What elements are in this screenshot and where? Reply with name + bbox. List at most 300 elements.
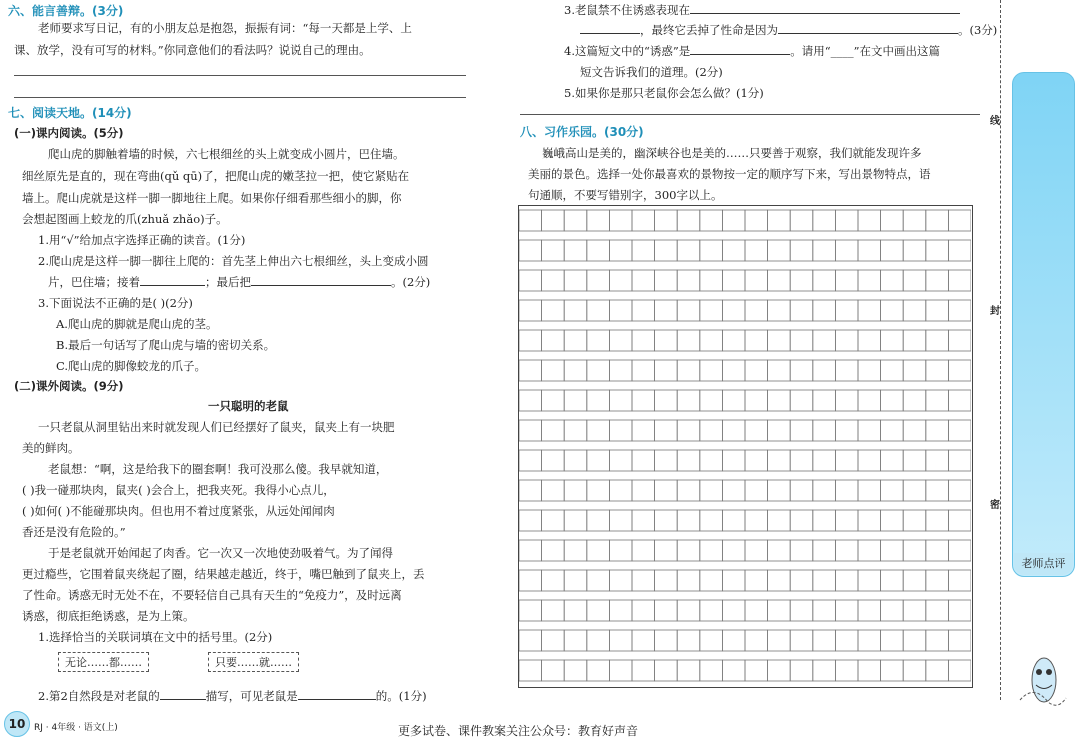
- answer-blank[interactable]: [690, 2, 960, 14]
- grid-cell[interactable]: [926, 240, 949, 261]
- grid-cell[interactable]: [519, 330, 542, 351]
- grid-cell[interactable]: [587, 540, 610, 561]
- grid-cell[interactable]: [835, 300, 858, 321]
- grid-cell[interactable]: [881, 300, 904, 321]
- grid-cell[interactable]: [542, 450, 565, 471]
- grid-cell[interactable]: [722, 240, 745, 261]
- grid-cell[interactable]: [542, 270, 565, 291]
- grid-cell[interactable]: [542, 480, 565, 501]
- grid-cell[interactable]: [926, 270, 949, 291]
- grid-cell[interactable]: [609, 210, 632, 231]
- grid-cell[interactable]: [677, 510, 700, 531]
- grid-cell[interactable]: [768, 390, 791, 411]
- grid-cell[interactable]: [609, 450, 632, 471]
- grid-cell[interactable]: [677, 240, 700, 261]
- grid-cell[interactable]: [903, 660, 926, 681]
- grid-cell[interactable]: [542, 660, 565, 681]
- grid-cell[interactable]: [926, 630, 949, 651]
- grid-cell[interactable]: [745, 240, 768, 261]
- grid-cell[interactable]: [609, 420, 632, 441]
- grid-cell[interactable]: [655, 270, 678, 291]
- grid-cell[interactable]: [655, 420, 678, 441]
- grid-cell[interactable]: [790, 390, 813, 411]
- grid-cell[interactable]: [835, 480, 858, 501]
- grid-cell[interactable]: [609, 270, 632, 291]
- grid-cell[interactable]: [655, 330, 678, 351]
- grid-cell[interactable]: [858, 540, 881, 561]
- grid-cell[interactable]: [858, 330, 881, 351]
- grid-cell[interactable]: [542, 630, 565, 651]
- grid-cell[interactable]: [609, 660, 632, 681]
- grid-cell[interactable]: [700, 480, 723, 501]
- grid-cell[interactable]: [813, 480, 836, 501]
- grid-cell[interactable]: [790, 300, 813, 321]
- grid-cell[interactable]: [745, 270, 768, 291]
- grid-cell[interactable]: [587, 330, 610, 351]
- grid-cell[interactable]: [745, 660, 768, 681]
- grid-cell[interactable]: [903, 450, 926, 471]
- grid-cell[interactable]: [632, 660, 655, 681]
- grid-cell[interactable]: [926, 450, 949, 471]
- grid-cell[interactable]: [745, 630, 768, 651]
- grid-cell[interactable]: [948, 330, 971, 351]
- grid-cell[interactable]: [542, 570, 565, 591]
- grid-cell[interactable]: [903, 540, 926, 561]
- grid-cell[interactable]: [587, 420, 610, 441]
- grid-cell[interactable]: [903, 600, 926, 621]
- grid-cell[interactable]: [519, 240, 542, 261]
- grid-cell[interactable]: [881, 420, 904, 441]
- grid-cell[interactable]: [542, 420, 565, 441]
- grid-cell[interactable]: [813, 600, 836, 621]
- grid-cell[interactable]: [881, 360, 904, 381]
- grid-cell[interactable]: [609, 600, 632, 621]
- grid-cell[interactable]: [677, 360, 700, 381]
- answer-blank[interactable]: [298, 688, 376, 700]
- grid-cell[interactable]: [632, 540, 655, 561]
- answer-line[interactable]: [14, 75, 466, 76]
- grid-cell[interactable]: [632, 570, 655, 591]
- grid-cell[interactable]: [677, 210, 700, 231]
- grid-cell[interactable]: [519, 540, 542, 561]
- grid-cell[interactable]: [677, 480, 700, 501]
- grid-cell[interactable]: [790, 270, 813, 291]
- grid-cell[interactable]: [655, 300, 678, 321]
- grid-cell[interactable]: [609, 570, 632, 591]
- grid-cell[interactable]: [835, 540, 858, 561]
- grid-cell[interactable]: [519, 480, 542, 501]
- grid-cell[interactable]: [677, 300, 700, 321]
- grid-cell[interactable]: [745, 330, 768, 351]
- grid-cell[interactable]: [519, 570, 542, 591]
- grid-cell[interactable]: [835, 660, 858, 681]
- grid-cell[interactable]: [858, 240, 881, 261]
- grid-cell[interactable]: [564, 330, 587, 351]
- grid-cell[interactable]: [790, 540, 813, 561]
- grid-cell[interactable]: [926, 570, 949, 591]
- grid-cell[interactable]: [858, 480, 881, 501]
- grid-cell[interactable]: [948, 660, 971, 681]
- grid-cell[interactable]: [813, 390, 836, 411]
- grid-cell[interactable]: [700, 330, 723, 351]
- grid-cell[interactable]: [677, 600, 700, 621]
- grid-cell[interactable]: [587, 390, 610, 411]
- grid-cell[interactable]: [632, 360, 655, 381]
- grid-cell[interactable]: [700, 240, 723, 261]
- grid-cell[interactable]: [790, 330, 813, 351]
- grid-cell[interactable]: [519, 630, 542, 651]
- answer-blank[interactable]: [140, 274, 205, 286]
- grid-cell[interactable]: [519, 360, 542, 381]
- grid-cell[interactable]: [948, 300, 971, 321]
- grid-cell[interactable]: [564, 660, 587, 681]
- grid-cell[interactable]: [677, 660, 700, 681]
- grid-cell[interactable]: [858, 450, 881, 471]
- grid-cell[interactable]: [948, 270, 971, 291]
- grid-cell[interactable]: [768, 510, 791, 531]
- grid-cell[interactable]: [881, 570, 904, 591]
- grid-cell[interactable]: [700, 210, 723, 231]
- grid-cell[interactable]: [881, 330, 904, 351]
- grid-cell[interactable]: [813, 360, 836, 381]
- grid-cell[interactable]: [745, 510, 768, 531]
- grid-cell[interactable]: [722, 480, 745, 501]
- grid-cell[interactable]: [700, 660, 723, 681]
- grid-cell[interactable]: [926, 480, 949, 501]
- grid-cell[interactable]: [677, 450, 700, 471]
- grid-cell[interactable]: [564, 360, 587, 381]
- grid-cell[interactable]: [903, 390, 926, 411]
- grid-cell[interactable]: [903, 480, 926, 501]
- grid-cell[interactable]: [722, 540, 745, 561]
- grid-cell[interactable]: [745, 570, 768, 591]
- grid-cell[interactable]: [858, 210, 881, 231]
- grid-cell[interactable]: [564, 570, 587, 591]
- grid-cell[interactable]: [587, 510, 610, 531]
- grid-cell[interactable]: [722, 600, 745, 621]
- grid-cell[interactable]: [926, 660, 949, 681]
- grid-cell[interactable]: [745, 600, 768, 621]
- grid-cell[interactable]: [677, 540, 700, 561]
- grid-cell[interactable]: [700, 540, 723, 561]
- grid-cell[interactable]: [587, 570, 610, 591]
- grid-cell[interactable]: [858, 600, 881, 621]
- grid-cell[interactable]: [881, 480, 904, 501]
- grid-cell[interactable]: [835, 570, 858, 591]
- grid-cell[interactable]: [835, 270, 858, 291]
- grid-cell[interactable]: [542, 600, 565, 621]
- grid-cell[interactable]: [722, 570, 745, 591]
- grid-cell[interactable]: [948, 240, 971, 261]
- composition-grid[interactable]: [518, 205, 973, 688]
- grid-cell[interactable]: [768, 660, 791, 681]
- option-a[interactable]: A.爬山虎的脚就是爬山虎的茎。: [56, 317, 218, 331]
- grid-cell[interactable]: [722, 390, 745, 411]
- grid-cell[interactable]: [519, 300, 542, 321]
- grid-cell[interactable]: [632, 450, 655, 471]
- grid-cell[interactable]: [835, 240, 858, 261]
- grid-cell[interactable]: [813, 570, 836, 591]
- grid-cell[interactable]: [542, 300, 565, 321]
- grid-cell[interactable]: [542, 510, 565, 531]
- grid-cell[interactable]: [609, 390, 632, 411]
- grid-cell[interactable]: [722, 450, 745, 471]
- grid-cell[interactable]: [632, 210, 655, 231]
- grid-cell[interactable]: [948, 210, 971, 231]
- grid-cell[interactable]: [677, 420, 700, 441]
- grid-cell[interactable]: [745, 540, 768, 561]
- answer-blank[interactable]: [690, 43, 790, 55]
- grid-cell[interactable]: [632, 510, 655, 531]
- grid-cell[interactable]: [632, 420, 655, 441]
- grid-cell[interactable]: [677, 390, 700, 411]
- grid-cell[interactable]: [858, 660, 881, 681]
- grid-cell[interactable]: [542, 360, 565, 381]
- grid-cell[interactable]: [813, 510, 836, 531]
- grid-cell[interactable]: [948, 540, 971, 561]
- grid-cell[interactable]: [790, 480, 813, 501]
- answer-blank[interactable]: [251, 274, 391, 286]
- grid-cell[interactable]: [564, 240, 587, 261]
- grid-cell[interactable]: [677, 270, 700, 291]
- grid-cell[interactable]: [542, 240, 565, 261]
- grid-cell[interactable]: [926, 210, 949, 231]
- grid-cell[interactable]: [700, 510, 723, 531]
- grid-cell[interactable]: [745, 450, 768, 471]
- grid-cell[interactable]: [677, 330, 700, 351]
- grid-cell[interactable]: [542, 330, 565, 351]
- grid-cell[interactable]: [632, 390, 655, 411]
- grid-cell[interactable]: [587, 660, 610, 681]
- grid-cell[interactable]: [655, 600, 678, 621]
- grid-cell[interactable]: [587, 480, 610, 501]
- grid-cell[interactable]: [655, 360, 678, 381]
- grid-cell[interactable]: [700, 630, 723, 651]
- grid-cell[interactable]: [564, 600, 587, 621]
- grid-cell[interactable]: [768, 210, 791, 231]
- grid-cell[interactable]: [835, 420, 858, 441]
- grid-cell[interactable]: [790, 450, 813, 471]
- answer-blank[interactable]: [160, 688, 206, 700]
- grid-cell[interactable]: [813, 210, 836, 231]
- grid-cell[interactable]: [768, 270, 791, 291]
- grid-cell[interactable]: [587, 630, 610, 651]
- grid-cell[interactable]: [722, 330, 745, 351]
- grid-cell[interactable]: [768, 330, 791, 351]
- grid-cell[interactable]: [655, 630, 678, 651]
- grid-cell[interactable]: [881, 660, 904, 681]
- grid-cell[interactable]: [926, 300, 949, 321]
- grid-cell[interactable]: [564, 210, 587, 231]
- grid-cell[interactable]: [587, 240, 610, 261]
- grid-cell[interactable]: [722, 360, 745, 381]
- grid-cell[interactable]: [881, 600, 904, 621]
- grid-cell[interactable]: [858, 300, 881, 321]
- grid-cell[interactable]: [835, 510, 858, 531]
- answer-line[interactable]: [14, 97, 466, 98]
- grid-cell[interactable]: [609, 330, 632, 351]
- grid-cell[interactable]: [926, 360, 949, 381]
- grid-cell[interactable]: [632, 300, 655, 321]
- grid-cell[interactable]: [745, 420, 768, 441]
- grid-cell[interactable]: [587, 300, 610, 321]
- grid-cell[interactable]: [655, 480, 678, 501]
- grid-cell[interactable]: [948, 480, 971, 501]
- grid-cell[interactable]: [813, 420, 836, 441]
- grid-cell[interactable]: [700, 360, 723, 381]
- grid-cell[interactable]: [768, 480, 791, 501]
- grid-cell[interactable]: [903, 240, 926, 261]
- grid-cell[interactable]: [948, 600, 971, 621]
- grid-cell[interactable]: [519, 600, 542, 621]
- option-c[interactable]: C.爬山虎的脚像蛟龙的爪子。: [56, 359, 207, 373]
- grid-cell[interactable]: [768, 630, 791, 651]
- grid-cell[interactable]: [768, 450, 791, 471]
- grid-cell[interactable]: [745, 360, 768, 381]
- grid-cell[interactable]: [813, 300, 836, 321]
- grid-cell[interactable]: [609, 510, 632, 531]
- grid-cell[interactable]: [519, 270, 542, 291]
- grid-cell[interactable]: [722, 510, 745, 531]
- grid-cell[interactable]: [700, 270, 723, 291]
- grid-cell[interactable]: [655, 540, 678, 561]
- grid-cell[interactable]: [519, 210, 542, 231]
- grid-cell[interactable]: [745, 210, 768, 231]
- grid-cell[interactable]: [655, 510, 678, 531]
- grid-cell[interactable]: [903, 630, 926, 651]
- grid-cell[interactable]: [790, 240, 813, 261]
- grid-cell[interactable]: [926, 510, 949, 531]
- grid-cell[interactable]: [564, 270, 587, 291]
- grid-cell[interactable]: [858, 420, 881, 441]
- answer-blank[interactable]: [778, 22, 958, 34]
- grid-cell[interactable]: [655, 570, 678, 591]
- grid-cell[interactable]: [881, 540, 904, 561]
- grid-cell[interactable]: [519, 510, 542, 531]
- grid-cell[interactable]: [948, 420, 971, 441]
- grid-cell[interactable]: [813, 270, 836, 291]
- grid-cell[interactable]: [790, 210, 813, 231]
- grid-cell[interactable]: [790, 600, 813, 621]
- grid-cell[interactable]: [722, 420, 745, 441]
- grid-cell[interactable]: [858, 270, 881, 291]
- grid-cell[interactable]: [948, 450, 971, 471]
- grid-cell[interactable]: [813, 240, 836, 261]
- grid-cell[interactable]: [768, 300, 791, 321]
- grid-cell[interactable]: [609, 240, 632, 261]
- grid-cell[interactable]: [858, 570, 881, 591]
- grid-cell[interactable]: [700, 300, 723, 321]
- grid-cell[interactable]: [926, 390, 949, 411]
- grid-cell[interactable]: [835, 600, 858, 621]
- grid-cell[interactable]: [948, 390, 971, 411]
- grid-cell[interactable]: [609, 540, 632, 561]
- grid-cell[interactable]: [632, 480, 655, 501]
- grid-cell[interactable]: [926, 420, 949, 441]
- grid-cell[interactable]: [903, 330, 926, 351]
- grid-cell[interactable]: [881, 240, 904, 261]
- grid-cell[interactable]: [655, 660, 678, 681]
- grid-cell[interactable]: [609, 300, 632, 321]
- grid-cell[interactable]: [677, 570, 700, 591]
- grid-cell[interactable]: [903, 360, 926, 381]
- grid-cell[interactable]: [813, 540, 836, 561]
- grid-cell[interactable]: [881, 630, 904, 651]
- grid-cell[interactable]: [835, 360, 858, 381]
- grid-cell[interactable]: [813, 450, 836, 471]
- grid-cell[interactable]: [926, 330, 949, 351]
- grid-cell[interactable]: [768, 240, 791, 261]
- answer-blank[interactable]: [580, 22, 640, 34]
- grid-cell[interactable]: [903, 210, 926, 231]
- grid-cell[interactable]: [835, 450, 858, 471]
- grid-cell[interactable]: [903, 420, 926, 441]
- grid-cell[interactable]: [745, 390, 768, 411]
- grid-cell[interactable]: [587, 360, 610, 381]
- grid-cell[interactable]: [655, 240, 678, 261]
- grid-cell[interactable]: [632, 330, 655, 351]
- grid-cell[interactable]: [768, 540, 791, 561]
- grid-cell[interactable]: [564, 450, 587, 471]
- grid-cell[interactable]: [903, 300, 926, 321]
- answer-line[interactable]: [520, 114, 980, 115]
- grid-cell[interactable]: [768, 570, 791, 591]
- grid-cell[interactable]: [858, 510, 881, 531]
- grid-cell[interactable]: [768, 360, 791, 381]
- grid-cell[interactable]: [700, 450, 723, 471]
- grid-cell[interactable]: [564, 300, 587, 321]
- grid-cell[interactable]: [903, 570, 926, 591]
- grid-cell[interactable]: [881, 210, 904, 231]
- grid-cell[interactable]: [722, 300, 745, 321]
- grid-cell[interactable]: [655, 210, 678, 231]
- grid-cell[interactable]: [948, 360, 971, 381]
- grid-cell[interactable]: [790, 360, 813, 381]
- grid-cell[interactable]: [564, 540, 587, 561]
- grid-cell[interactable]: [722, 210, 745, 231]
- grid-cell[interactable]: [835, 210, 858, 231]
- grid-cell[interactable]: [948, 630, 971, 651]
- grid-cell[interactable]: [632, 600, 655, 621]
- grid-cell[interactable]: [564, 630, 587, 651]
- grid-cell[interactable]: [542, 390, 565, 411]
- grid-cell[interactable]: [948, 570, 971, 591]
- grid-cell[interactable]: [926, 540, 949, 561]
- grid-cell[interactable]: [632, 240, 655, 261]
- grid-cell[interactable]: [745, 480, 768, 501]
- grid-cell[interactable]: [881, 510, 904, 531]
- grid-cell[interactable]: [835, 630, 858, 651]
- grid-cell[interactable]: [542, 540, 565, 561]
- grid-cell[interactable]: [881, 390, 904, 411]
- grid-cell[interactable]: [858, 630, 881, 651]
- grid-cell[interactable]: [564, 390, 587, 411]
- grid-cell[interactable]: [835, 330, 858, 351]
- grid-cell[interactable]: [813, 630, 836, 651]
- grid-cell[interactable]: [881, 270, 904, 291]
- grid-cell[interactable]: [700, 420, 723, 441]
- grid-cell[interactable]: [790, 660, 813, 681]
- grid-cell[interactable]: [858, 390, 881, 411]
- grid-cell[interactable]: [790, 510, 813, 531]
- grid-cell[interactable]: [835, 390, 858, 411]
- grid-cell[interactable]: [519, 420, 542, 441]
- option-b[interactable]: B.最后一句话写了爬山虎与墙的密切关系。: [56, 338, 276, 352]
- grid-cell[interactable]: [700, 390, 723, 411]
- grid-cell[interactable]: [926, 600, 949, 621]
- grid-cell[interactable]: [813, 660, 836, 681]
- grid-cell[interactable]: [632, 270, 655, 291]
